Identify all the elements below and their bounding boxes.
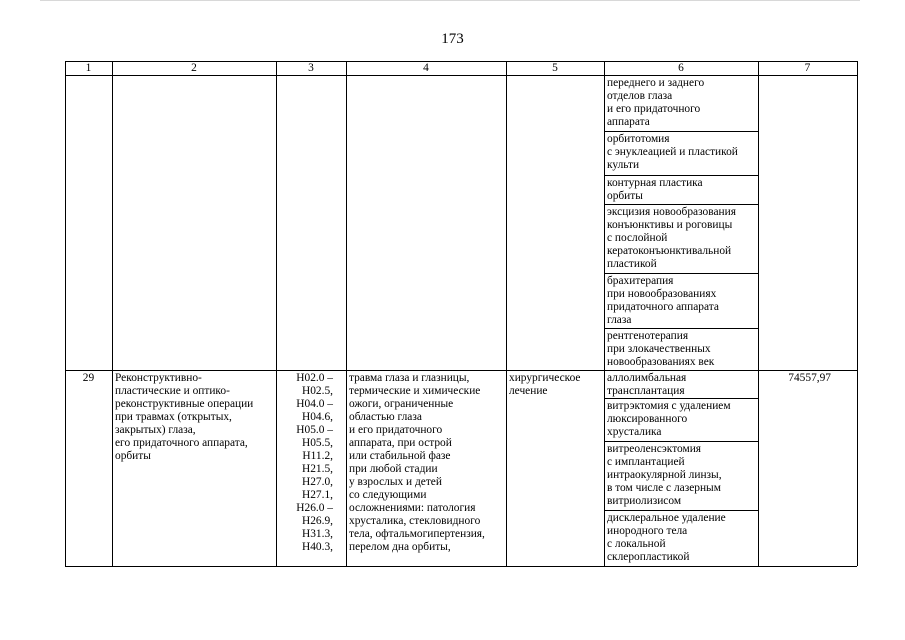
cost-value: 74557,97 <box>788 372 831 384</box>
diagnosis-codes: Н02.0 – Н02.5, Н04.0 – Н04.6, Н05.0 – Н05.5, Н11.2, Н21.5, Н27.0, Н27.1, Н26.0 – Н26.9, Н31.3, Н40.3, <box>296 372 333 553</box>
method-cell: рентгенотерапия при злокачественных новообразованиях век <box>607 330 715 368</box>
patient-model: травма глаза и глазницы, термические и химические ожоги, ограниченные областью глаза и его придаточного аппарата, при острой или стабильной фазе при любой стадии у взрослых и детей со следующими осложнениями: патология хрусталика, стекловидного тела, офтальмогипертензия, перелом дна орбиты, <box>349 372 485 553</box>
header-col-5: 5 <box>552 62 558 74</box>
header-col-3: 3 <box>308 62 314 74</box>
header-col-2: 2 <box>191 62 197 74</box>
method-cell: витреоленсэктомия с имплантацией интраокулярной линзы, в том числе с лазерным витриолизисом <box>607 443 722 507</box>
care-type-name: Реконструктивно- пластические и оптико- реконструктивные операции при травмах (открытых, закрытых) глаза, его придаточного аппарата, орбиты <box>115 372 254 462</box>
treatment-type: хирургическое лечение <box>509 372 581 397</box>
method-cell: переднего и заднего отделов глаза и его придаточного аппарата <box>607 77 705 128</box>
method-cell: дисклеральное удаление инородного тела с локальной склеропластикой <box>607 512 726 563</box>
page-number: 173 <box>441 31 464 47</box>
method-cell: брахитерапия при новообразованиях придаточного аппарата глаза <box>607 275 719 326</box>
method-cell: эксцизия новообразования конъюнктивы и роговицы с послойной кератоконъюнктивальной пластикой <box>607 206 736 270</box>
header-col-4: 4 <box>423 62 429 74</box>
row-number: 29 <box>82 372 95 384</box>
method-cell: орбитотомия с энуклеацией и пластикой культи <box>607 133 738 171</box>
header-col-6: 6 <box>678 62 684 74</box>
header-col-1: 1 <box>85 62 92 74</box>
method-cell: контурная пластика орбиты <box>607 177 703 202</box>
method-cell: витрэктомия с удалением люксированного хрусталика <box>607 400 731 438</box>
method-cell: аллолимбальная трансплантация <box>607 372 687 397</box>
header-col-7: 7 <box>804 62 811 74</box>
